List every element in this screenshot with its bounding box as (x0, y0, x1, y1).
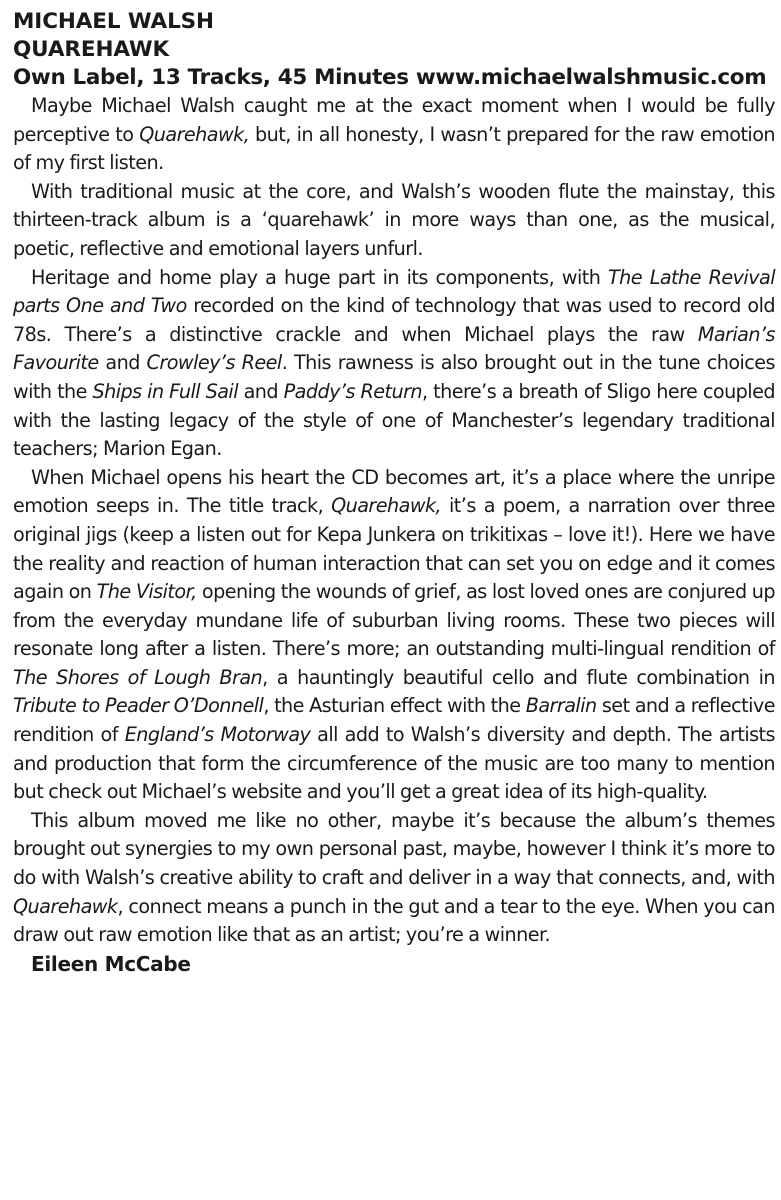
text-run: . This rawness is also brought out in the tune choices with the (13, 351, 776, 403)
album-title: QUAREHAWK (13, 37, 170, 62)
text-run: This album moved me like no other, maybe it’s because the album’s themes brought out synergies to my own personal past, maybe, however I think it’s more to do with Walsh’s creative ability to craft and deliver in a way that connects, and, with (13, 808, 775, 890)
text-run: recorded on the kind of technology that was used to record old 78s. There’s a distinctive crackle and when Michael plays the raw (13, 294, 775, 346)
italic-title: Ships in Full Sail (92, 379, 238, 403)
review-paragraph (13, 92, 775, 178)
italic-title: Paddy’s Return (283, 379, 423, 403)
italic-title: The Visitor, (96, 580, 197, 604)
text-run: and (98, 351, 147, 375)
text-run: , a hauntingly beautiful cello and flute combination in (262, 665, 775, 689)
italic-title: Quarehawk (13, 894, 118, 918)
review-paragraph (13, 178, 775, 264)
text-run: all add to Walsh’s diversity and depth. The artists and production that form the circumference of the music are too many to mention but check out Michael’s website and you’ll get a great idea of its high-quality. (13, 723, 775, 804)
text-run: set and a reflective rendition of (13, 694, 775, 747)
review-author: Eileen McCabe (31, 951, 191, 976)
text-run: , the Asturian effect with the (263, 694, 526, 718)
italic-title: Marian’s Favourite (13, 322, 775, 375)
review-paragraph (13, 807, 775, 950)
text-run: and (238, 379, 284, 403)
text-run: Maybe Michael Walsh caught me at the exact moment when I would be fully perceptive to (13, 94, 775, 146)
italic-title: Tribute to Peader O’Donnell (13, 694, 264, 718)
text-run: but, in all honesty, I wasn’t prepared for the raw emotion of my first listen. (13, 122, 775, 175)
italic-title: Quarehawk, (139, 122, 250, 146)
album-details: Own Label, 13 Tracks, 45 Minutes www.michaelwalshmusic.com (13, 65, 767, 90)
italic-title: The Shores of Lough Bran (13, 665, 263, 689)
italic-title: Quarehawk, (331, 494, 442, 518)
italic-title: Barralin (525, 694, 597, 718)
italic-title: Crowley’s Reel (146, 351, 282, 375)
italic-title: The Lathe Revival parts One and Two (13, 265, 775, 318)
review-paragraph (13, 264, 775, 464)
text-run: it’s a poem, a narration over three original jigs (keep a listen out for Kepa Junkera on trikitixas – love it!). Here we have the reality and reaction of human interaction that can set you on edge and it comes again on (13, 494, 775, 604)
album-review (13, 8, 775, 978)
text-run: When Michael opens his heart the CD becomes art, it’s a place where the unripe emotion seeps in. The title track, (13, 465, 775, 518)
text-run: , connect means a punch in the gut and a tear to the eye. When you can draw out raw emotion like that as an artist; you’re a winner. (13, 894, 775, 947)
text-run: Heritage and home play a huge part in its components, with (31, 265, 608, 289)
review-paragraph (13, 464, 775, 807)
artist-name: MICHAEL WALSH (13, 9, 214, 34)
text-run: , there’s a breath of Sligo here coupled with the lasting legacy of the style of one of Manchester’s legendary traditional teachers; Marion Egan. (13, 379, 775, 461)
review-body (13, 92, 775, 950)
text-run: With traditional music at the core, and Walsh’s wooden flute the mainstay, this thirteen-track album is a ‘quarehawk’ in more ways than one, as the musical, poetic, reflective and emotional layers unfurl. (13, 179, 775, 260)
text-run: opening the wounds of grief, as lost loved ones are conjured up from the everyday mundane life of suburban living rooms. These two pieces will resonate long after a listen. There’s more; an outstanding multi-lingual rendition of (13, 580, 775, 661)
italic-title: England’s Motorway (124, 723, 311, 747)
